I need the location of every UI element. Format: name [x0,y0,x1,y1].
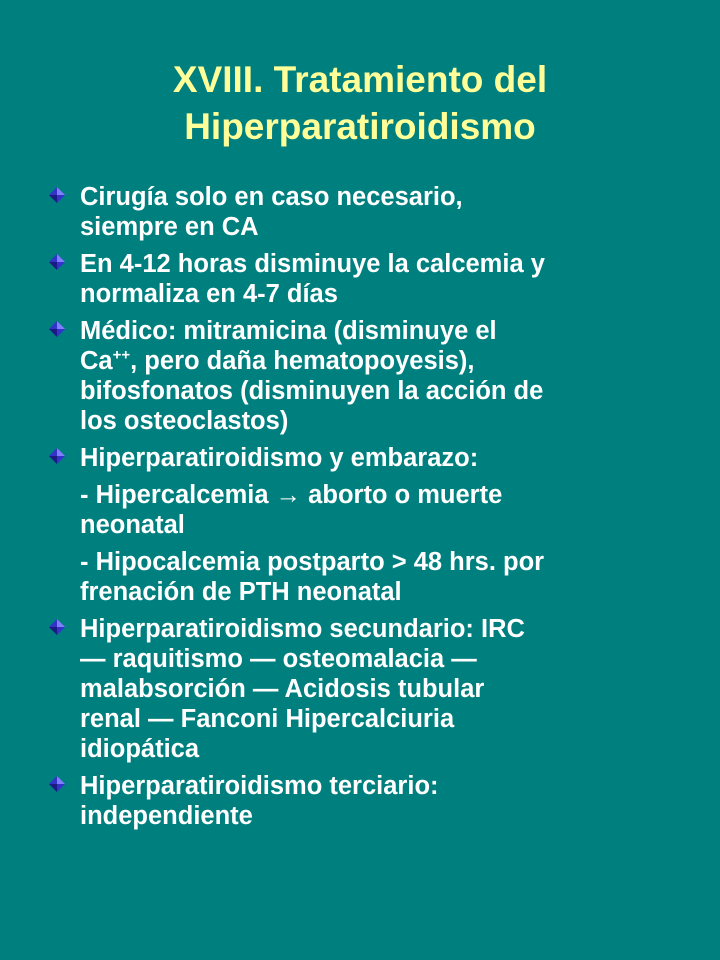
list-item [80,316,680,436]
item-line: siempre en CA [80,213,259,241]
item-line: frenación de PTH neonatal [80,578,402,606]
item-line: bifosfonatos (disminuyen la acción de [80,377,544,405]
item-line: Médico: mitramicina (disminuye el [80,317,497,345]
item-line: - Hipocalcemia postparto > 48 hrs. por [80,548,545,576]
item-line: los osteoclastos) [80,407,289,435]
diamond-bullet-icon [48,253,66,271]
diamond-bullet-icon [48,320,66,338]
list-item [80,249,680,309]
title-line-2: Hiperparatiroidismo [184,106,536,147]
list-item [80,443,680,473]
item-line: malabsorción — Acidosis tubular [80,675,485,703]
diamond-bullet-icon [48,186,66,204]
list-item [80,182,680,242]
item-line: Hiperparatiroidismo terciario: [80,772,439,800]
item-line: idiopática [80,735,200,763]
item-line: Cirugía solo en caso necesario, [80,183,463,211]
item-line: — raquitismo — osteomalacia — [80,645,477,673]
item-line: independiente [80,802,253,830]
item-line: Hiperparatiroidismo secundario: IRC [80,615,525,643]
title-line-1: XVIII. Tratamiento del [172,59,548,100]
list-item [80,771,680,831]
list-item [80,614,680,764]
slide-title [0,56,720,150]
item-line: neonatal [80,511,185,539]
item-line: normaliza en 4-7 días [80,280,338,308]
calcium-charge: ++ [112,346,131,364]
list-subitem [80,547,680,607]
diamond-bullet-icon [48,775,66,793]
bullet-list [80,182,680,838]
diamond-bullet-icon [48,447,66,465]
calcium-symbol: Ca [80,347,113,375]
item-line: Hiperparatiroidismo y embarazo: [80,444,479,472]
item-line: renal — Fanconi Hipercalciuria [80,705,455,733]
item-line: - Hipercalcemia → aborto o muerte [80,481,503,509]
item-line-text: , pero daña hematopoyesis), [130,347,475,375]
list-subitem [80,480,680,540]
item-line [80,346,680,376]
diamond-bullet-icon [48,618,66,636]
item-line: En 4-12 horas disminuye la calcemia y [80,250,545,278]
